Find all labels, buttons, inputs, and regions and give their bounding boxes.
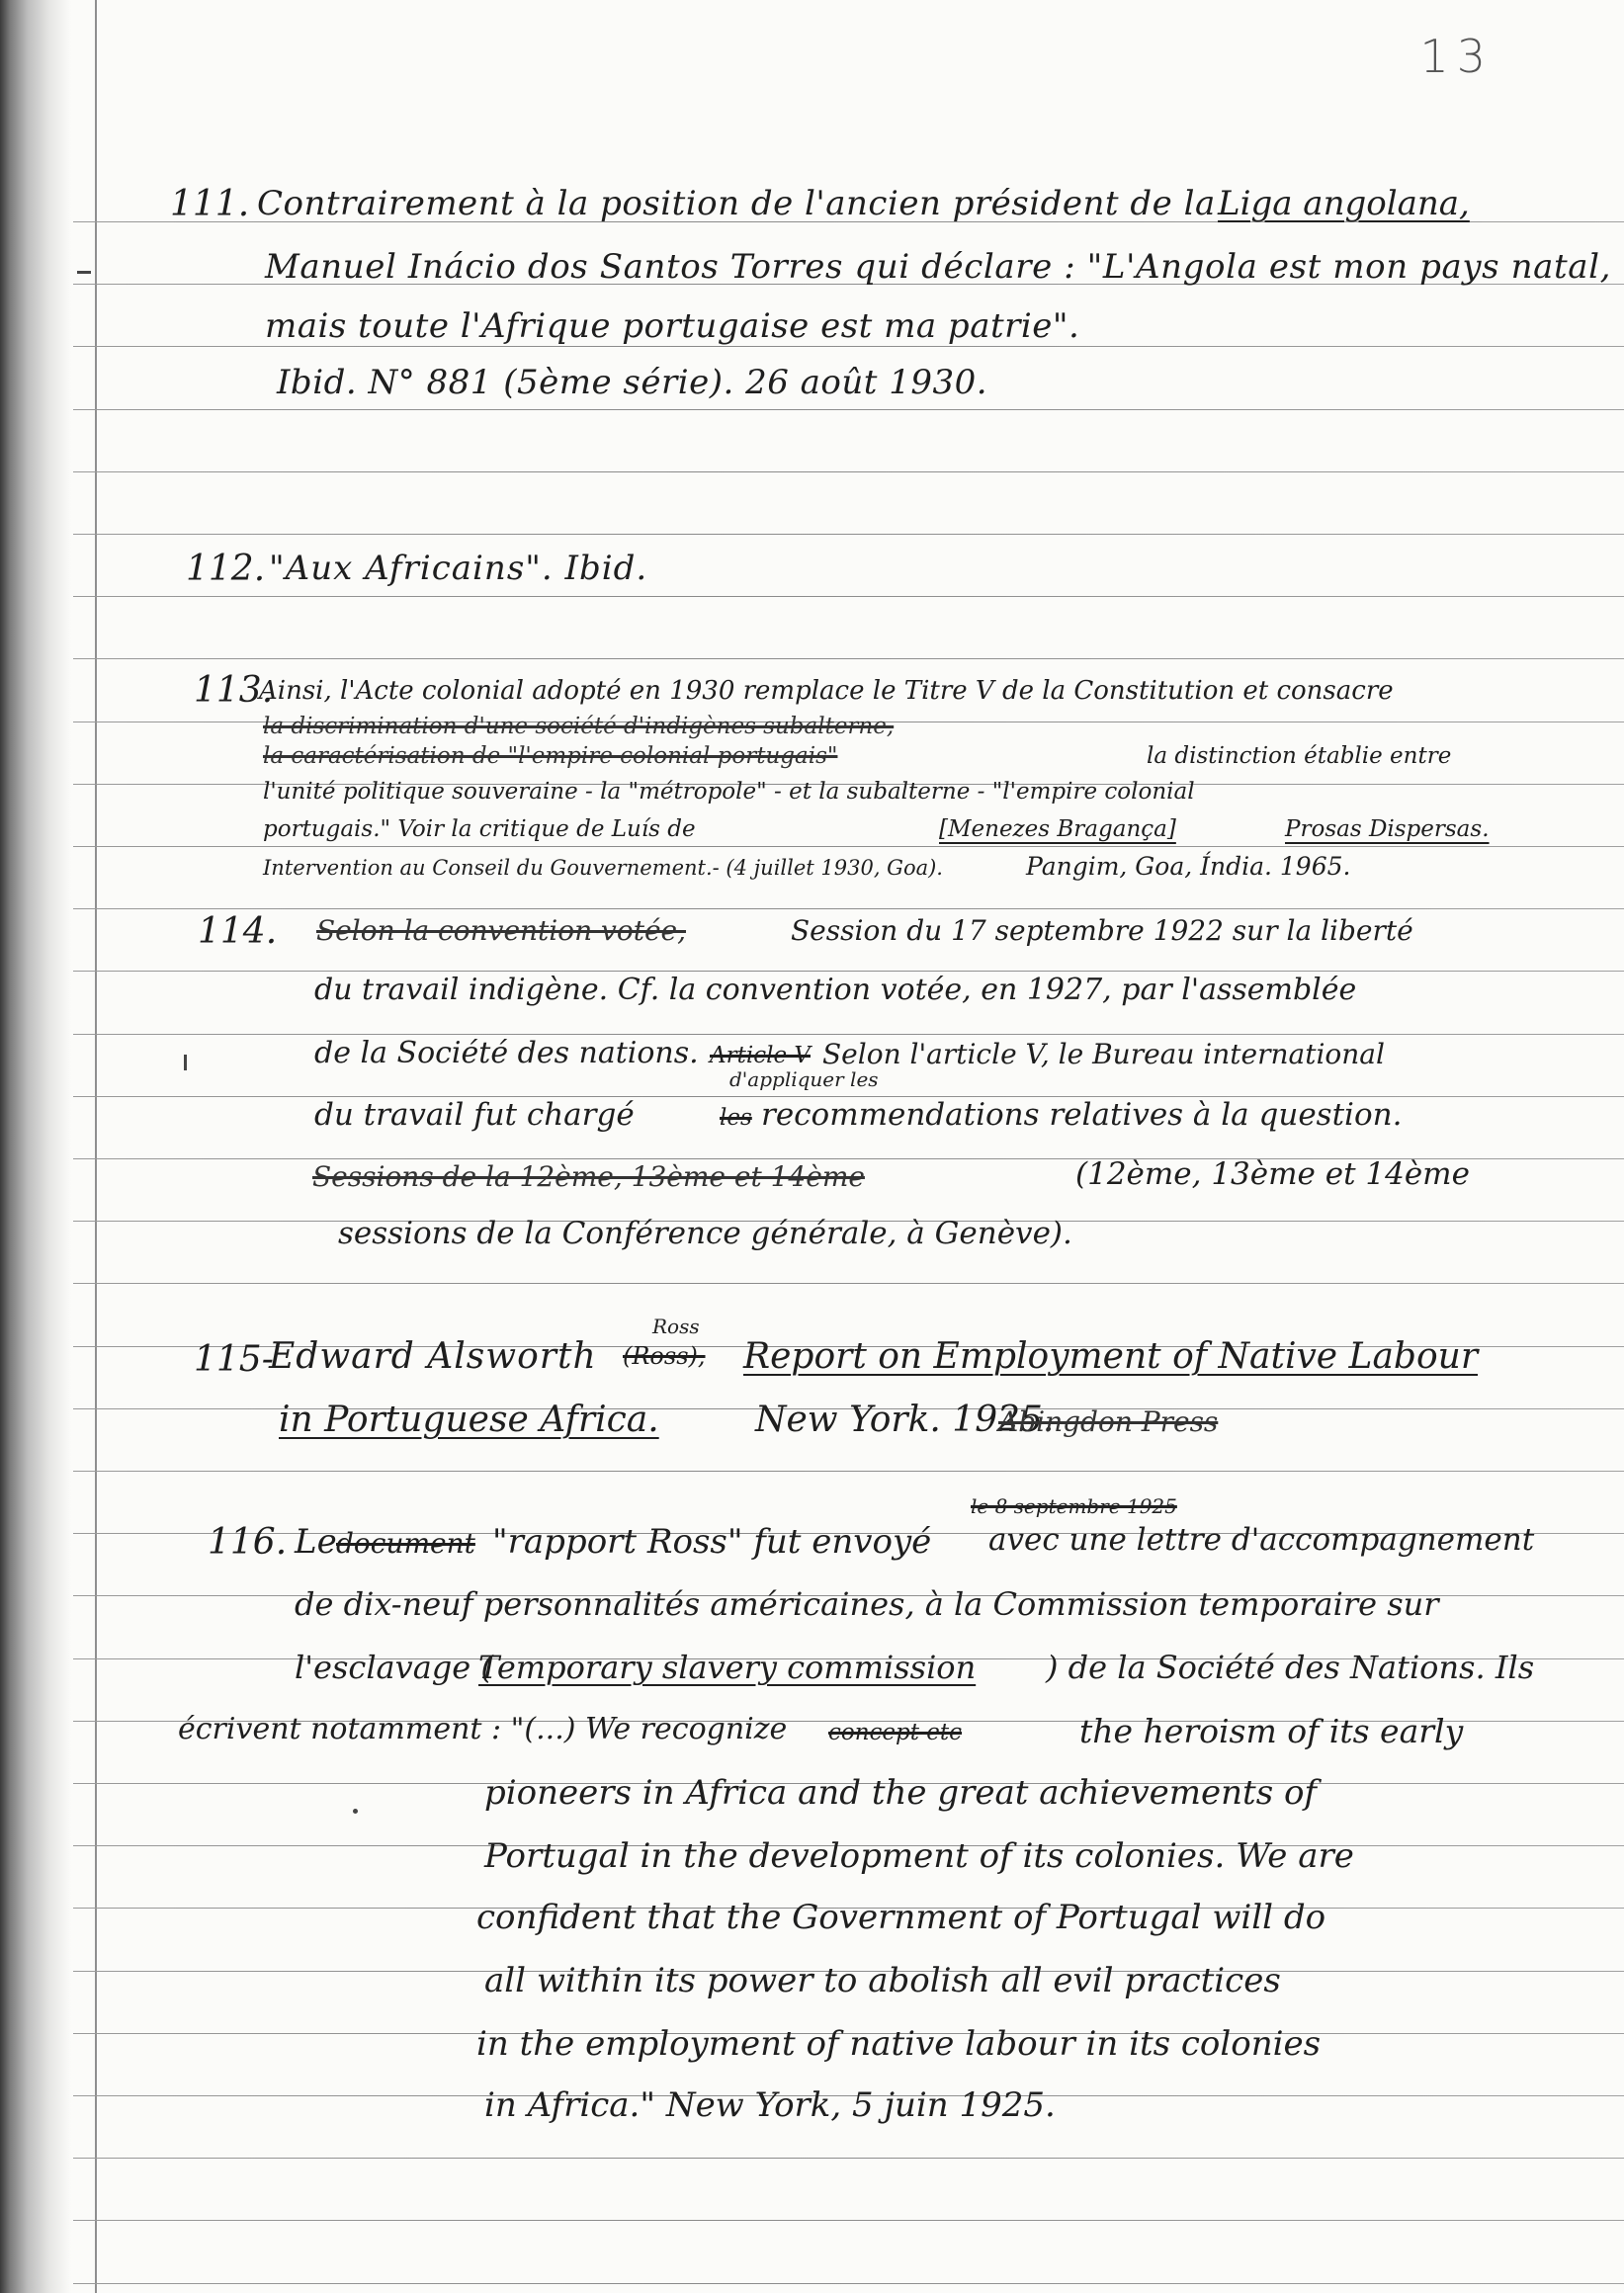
note-line: Selon la convention votée, — [316, 914, 687, 947]
note-line: d'appliquer les — [729, 1067, 879, 1091]
note-line: [Menezes Bragança] — [939, 816, 1176, 842]
note-line: Ainsi, l'Acte colonial adopté en 1930 remplace le Titre V de la Constitution et consacre — [259, 676, 1394, 706]
ruled-line — [73, 2158, 1624, 2159]
ruled-line — [73, 2283, 1624, 2284]
note-line: recommendations relatives à la question. — [761, 1097, 1403, 1133]
ruled-line — [73, 346, 1624, 347]
note-line: Abingdon Press — [998, 1405, 1219, 1438]
ruled-line — [73, 846, 1624, 847]
margin-mark — [184, 1055, 187, 1070]
note-line: Portugal in the development of its colonies. We are — [484, 1836, 1354, 1876]
note-line: (Ross), — [623, 1342, 706, 1370]
note-line: la distinction établie entre — [1147, 743, 1452, 769]
note-line: Article V — [710, 1043, 811, 1068]
note-line: in Portuguese Africa. — [279, 1400, 659, 1440]
note-line: de la Société des nations. — [314, 1036, 699, 1070]
note-number: 114. — [198, 911, 278, 952]
note-line: New York. 1925. — [755, 1400, 1055, 1440]
ruled-line — [73, 1471, 1624, 1472]
note-line: the heroism of its early — [1079, 1712, 1464, 1750]
note-number: 113. — [194, 670, 274, 711]
page-number: 13 — [1419, 30, 1494, 83]
note-line: mais toute l'Afrique portugaise est ma patrie". — [265, 306, 1080, 346]
note-line: de dix-neuf personnalités américaines, à la Commission temporaire sur — [295, 1585, 1439, 1623]
binding-shadow — [0, 0, 71, 2293]
note-line: Ross — [652, 1315, 700, 1338]
note-line: l'esclavage ( — [295, 1649, 493, 1686]
note-number: 116. — [208, 1522, 288, 1563]
note-line: Selon l'article V, le Bureau international — [822, 1038, 1385, 1070]
note-line: Sessions de la 12ème, 13ème et 14ème — [312, 1160, 865, 1193]
note-line: (12ème, 13ème et 14ème — [1075, 1156, 1470, 1192]
note-line: Le — [295, 1522, 337, 1562]
note-line: Contrairement à la position de l'ancien président de la — [257, 184, 1216, 223]
ruled-line — [73, 971, 1624, 972]
note-line: le 8 septembre 1925 — [971, 1494, 1177, 1518]
note-line: Report on Employment of Native Labour — [743, 1336, 1479, 1377]
note-line: pioneers in Africa and the great achievements of — [484, 1773, 1317, 1813]
note-line: Temporary slavery commission — [478, 1649, 977, 1686]
note-number: 115- — [194, 1339, 274, 1380]
note-number: 111. — [170, 184, 250, 224]
ruled-line — [73, 658, 1624, 659]
note-line: Pangim, Goa, Índia. 1965. — [1026, 852, 1351, 881]
note-line: les — [720, 1105, 752, 1131]
margin-dot — [353, 1809, 358, 1814]
note-line: écrivent notamment : "(...) We recognize — [178, 1712, 788, 1746]
note-line: Prosas Dispersas. — [1285, 816, 1490, 842]
note-line: sessions de la Conférence générale, à Genève). — [338, 1216, 1072, 1251]
note-line: confident that the Government of Portugal will do — [476, 1898, 1326, 1937]
ruled-line — [73, 908, 1624, 909]
ruled-line — [73, 471, 1624, 472]
note-line: "Aux Africains". Ibid. — [269, 549, 648, 588]
note-line: avec une lettre d'accompagnement — [988, 1522, 1535, 1558]
note-line: "rapport Ross" fut envoyé — [492, 1522, 932, 1562]
note-line: ) de la Société des Nations. Ils — [1046, 1649, 1535, 1686]
ruled-line — [73, 409, 1624, 410]
ruled-line — [73, 1034, 1624, 1035]
note-line: l'unité politique souveraine - la "métropole" - et la subalterne - "l'empire colonial — [263, 779, 1195, 805]
note-line: Session du 17 septembre 1922 sur la liberté — [791, 914, 1413, 947]
note-line: Manuel Inácio dos Santos Torres qui déclare : "L'Angola est mon pays natal, — [265, 247, 1612, 287]
note-line: portugais." Voir la critique de Luís de — [263, 816, 696, 842]
note-line: Liga angolana, — [1218, 184, 1470, 223]
margin-dash — [77, 271, 91, 274]
note-line: la discrimination d'une société d'indigènes subalterne, — [263, 714, 895, 739]
note-line: all within its power to abolish all evil practices — [484, 1961, 1281, 2000]
margin-rule — [95, 0, 97, 2293]
note-line: du travail fut chargé — [314, 1097, 635, 1133]
note-line: Edward Alsworth — [269, 1336, 597, 1377]
note-number: 112. — [186, 549, 266, 589]
ruled-line — [73, 534, 1624, 535]
ruled-line — [73, 596, 1624, 597]
note-line: la caractérisation de "l'empire colonial portugais" — [263, 743, 838, 769]
ruled-line — [73, 2220, 1624, 2221]
note-line: in the employment of native labour in its colonies — [476, 2024, 1322, 2064]
note-line: in Africa." New York, 5 juin 1925. — [484, 2085, 1056, 2125]
note-line: concept etc — [828, 1720, 963, 1745]
ruled-line — [73, 1283, 1624, 1284]
note-line: document — [336, 1527, 475, 1560]
note-line: du travail indigène. Cf. la convention votée, en 1927, par l'assemblée — [314, 973, 1357, 1007]
note-line: Ibid. N° 881 (5ème série). 26 août 1930. — [277, 363, 988, 402]
note-line: Intervention au Conseil du Gouvernement.- (4 juillet 1930, Goa). — [263, 856, 943, 880]
